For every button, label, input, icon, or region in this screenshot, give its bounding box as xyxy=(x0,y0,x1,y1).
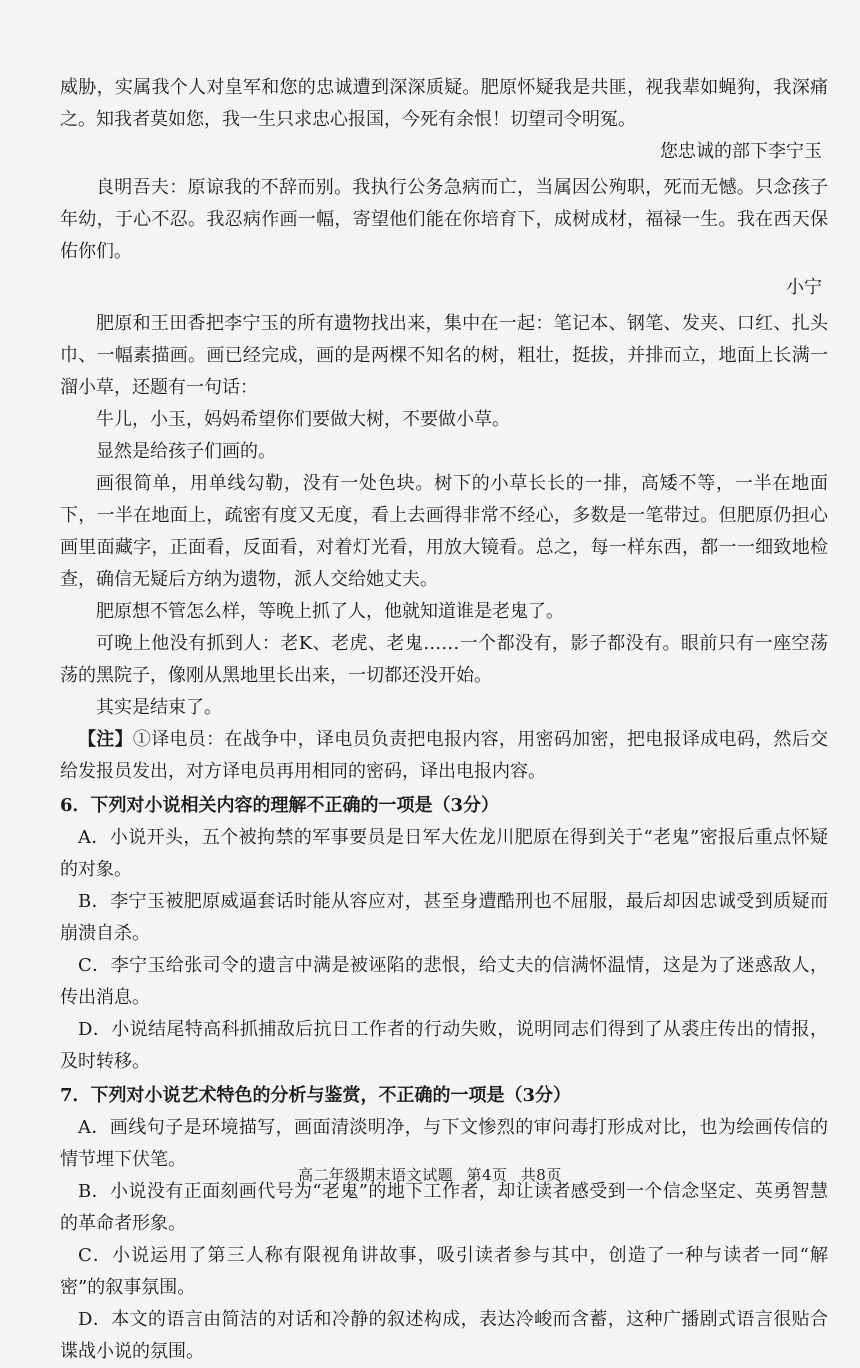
annotation xyxy=(60,724,828,788)
passage-paragraph: 画很简单，用单线勾勒，没有一处色块。树下的小草长长的一排，高矮不等，一半在地面下，一半在地面上，疏密有度又无度，看上去画得非常不经心，多数是一笔带过。但肥原仍担心画里面藏字，正面看，反面看，对着灯光看，用放大镜看。总之，每一样东西，都一一细致地检查，确信无疑后方纳为遗物，派人交给她丈夫。 xyxy=(60,473,828,590)
passage-paragraph: 威胁，实属我个人对皇军和您的忠诚遭到深深质疑。肥原怀疑我是共匪，视我辈如蝇狗，我深痛之。知我者莫如您，我一生只求忠心报国，今死有余恨！切望司令明冤。 xyxy=(60,77,828,130)
footer-page-number: 第4页 xyxy=(466,1166,508,1184)
passage-paragraph: 牛儿，小玉，妈妈希望你们要做大树，不要做小草。 xyxy=(96,409,510,430)
passage-paragraph: 可晚上他没有抓到人：老K、老虎、老鬼……一个都没有，影子都没有。眼前只有一座空荡荡的黑院子，像刚从黑地里长出来，一切都还没开始。 xyxy=(60,633,828,686)
passage-paragraph: 其实是结束了。 xyxy=(96,697,222,718)
question-7-stem: 7．下列对小说艺术特色的分析与鉴赏，不正确的一项是（3分） xyxy=(60,1085,572,1106)
question-6-option-a: A．小说开头，五个被拘禁的军事要员是日军大佐龙川肥原在得到关于“老鬼”密报后重点怀疑的对象。 xyxy=(60,827,828,880)
note-mark: 【注】 xyxy=(78,729,133,750)
passage-paragraph: 肥原想不管怎么样，等晚上抓了人，他就知道谁是老鬼了。 xyxy=(96,601,564,622)
question-6-stem: 6．下列对小说相关内容的理解不正确的一项是（3分） xyxy=(60,795,500,816)
page-footer xyxy=(0,1164,860,1185)
question-7-option-c: C．小说运用了第三人称有限视角讲故事，吸引读者参与其中，创造了一种与读者一同“解密”的叙事氛围。 xyxy=(60,1245,828,1298)
note-text: ①译电员：在战争中，译电员负责把电报内容，用密码加密，把电报译成电码，然后交给发报员发出，对方译电员再用相同的密码，译出电报内容。 xyxy=(60,729,829,782)
footer-total-pages: 共8页 xyxy=(520,1166,562,1184)
question-7-option-a: A．画线句子是环境描写，画面清淡明净，与下文惨烈的审问毒打形成对比，也为绘画传信的情节埋下伏笔。 xyxy=(60,1117,828,1170)
passage-paragraph: 良明吾夫：原谅我的不辞而别。我执行公务急病而亡，当属因公殉职，死而无憾。只念孩子年幼，于心不忍。我忍病作画一幅，寄望他们能在你培育下，成树成材，福禄一生。我在西天保佑你们。 xyxy=(60,177,828,262)
footer-exam-title: 高二年级期末语文试题 xyxy=(298,1166,454,1184)
passage-paragraph: 肥原和王田香把李宁玉的所有遗物找出来，集中在一起：笔记本、钢笔、发夹、口红、扎头巾、一幅素描画。画已经完成，画的是两棵不知名的树，粗壮，挺拔，并排而立，地面上长满一溜小草，还题有一句话： xyxy=(60,313,828,398)
passage-paragraph: 显然是给孩子们画的。 xyxy=(96,441,276,462)
question-7-option-b: B．小说没有正面刻画代号为“老鬼”的地下工作者，却让读者感受到一个信念坚定、英勇智慧的革命者形象。 xyxy=(60,1181,828,1234)
question-7-option-d: D．本文的语言由简洁的对话和冷静的叙述构成，表达冷峻而含蓄，这种广播剧式语言很贴合谍战小说的氛围。 xyxy=(60,1309,828,1362)
question-6-option-b: B．李宁玉被肥原威逼套话时能从容应对，甚至身遭酷刑也不屈服，最后却因忠诚受到质疑而崩溃自杀。 xyxy=(60,891,828,944)
question-6-option-d: D．小说结尾特高科抓捕敌后抗日工作者的行动失败，说明同志们得到了从裘庄传出的情报，及时转移。 xyxy=(60,1019,828,1072)
question-6-option-c: C．李宁玉给张司令的遗言中满是被诬陷的悲恨，给丈夫的信满怀温情，这是为了迷惑敌人，传出消息。 xyxy=(60,955,828,1008)
signature: 小宁 xyxy=(786,277,822,298)
signature: 您忠诚的部下李宁玉 xyxy=(660,141,822,162)
